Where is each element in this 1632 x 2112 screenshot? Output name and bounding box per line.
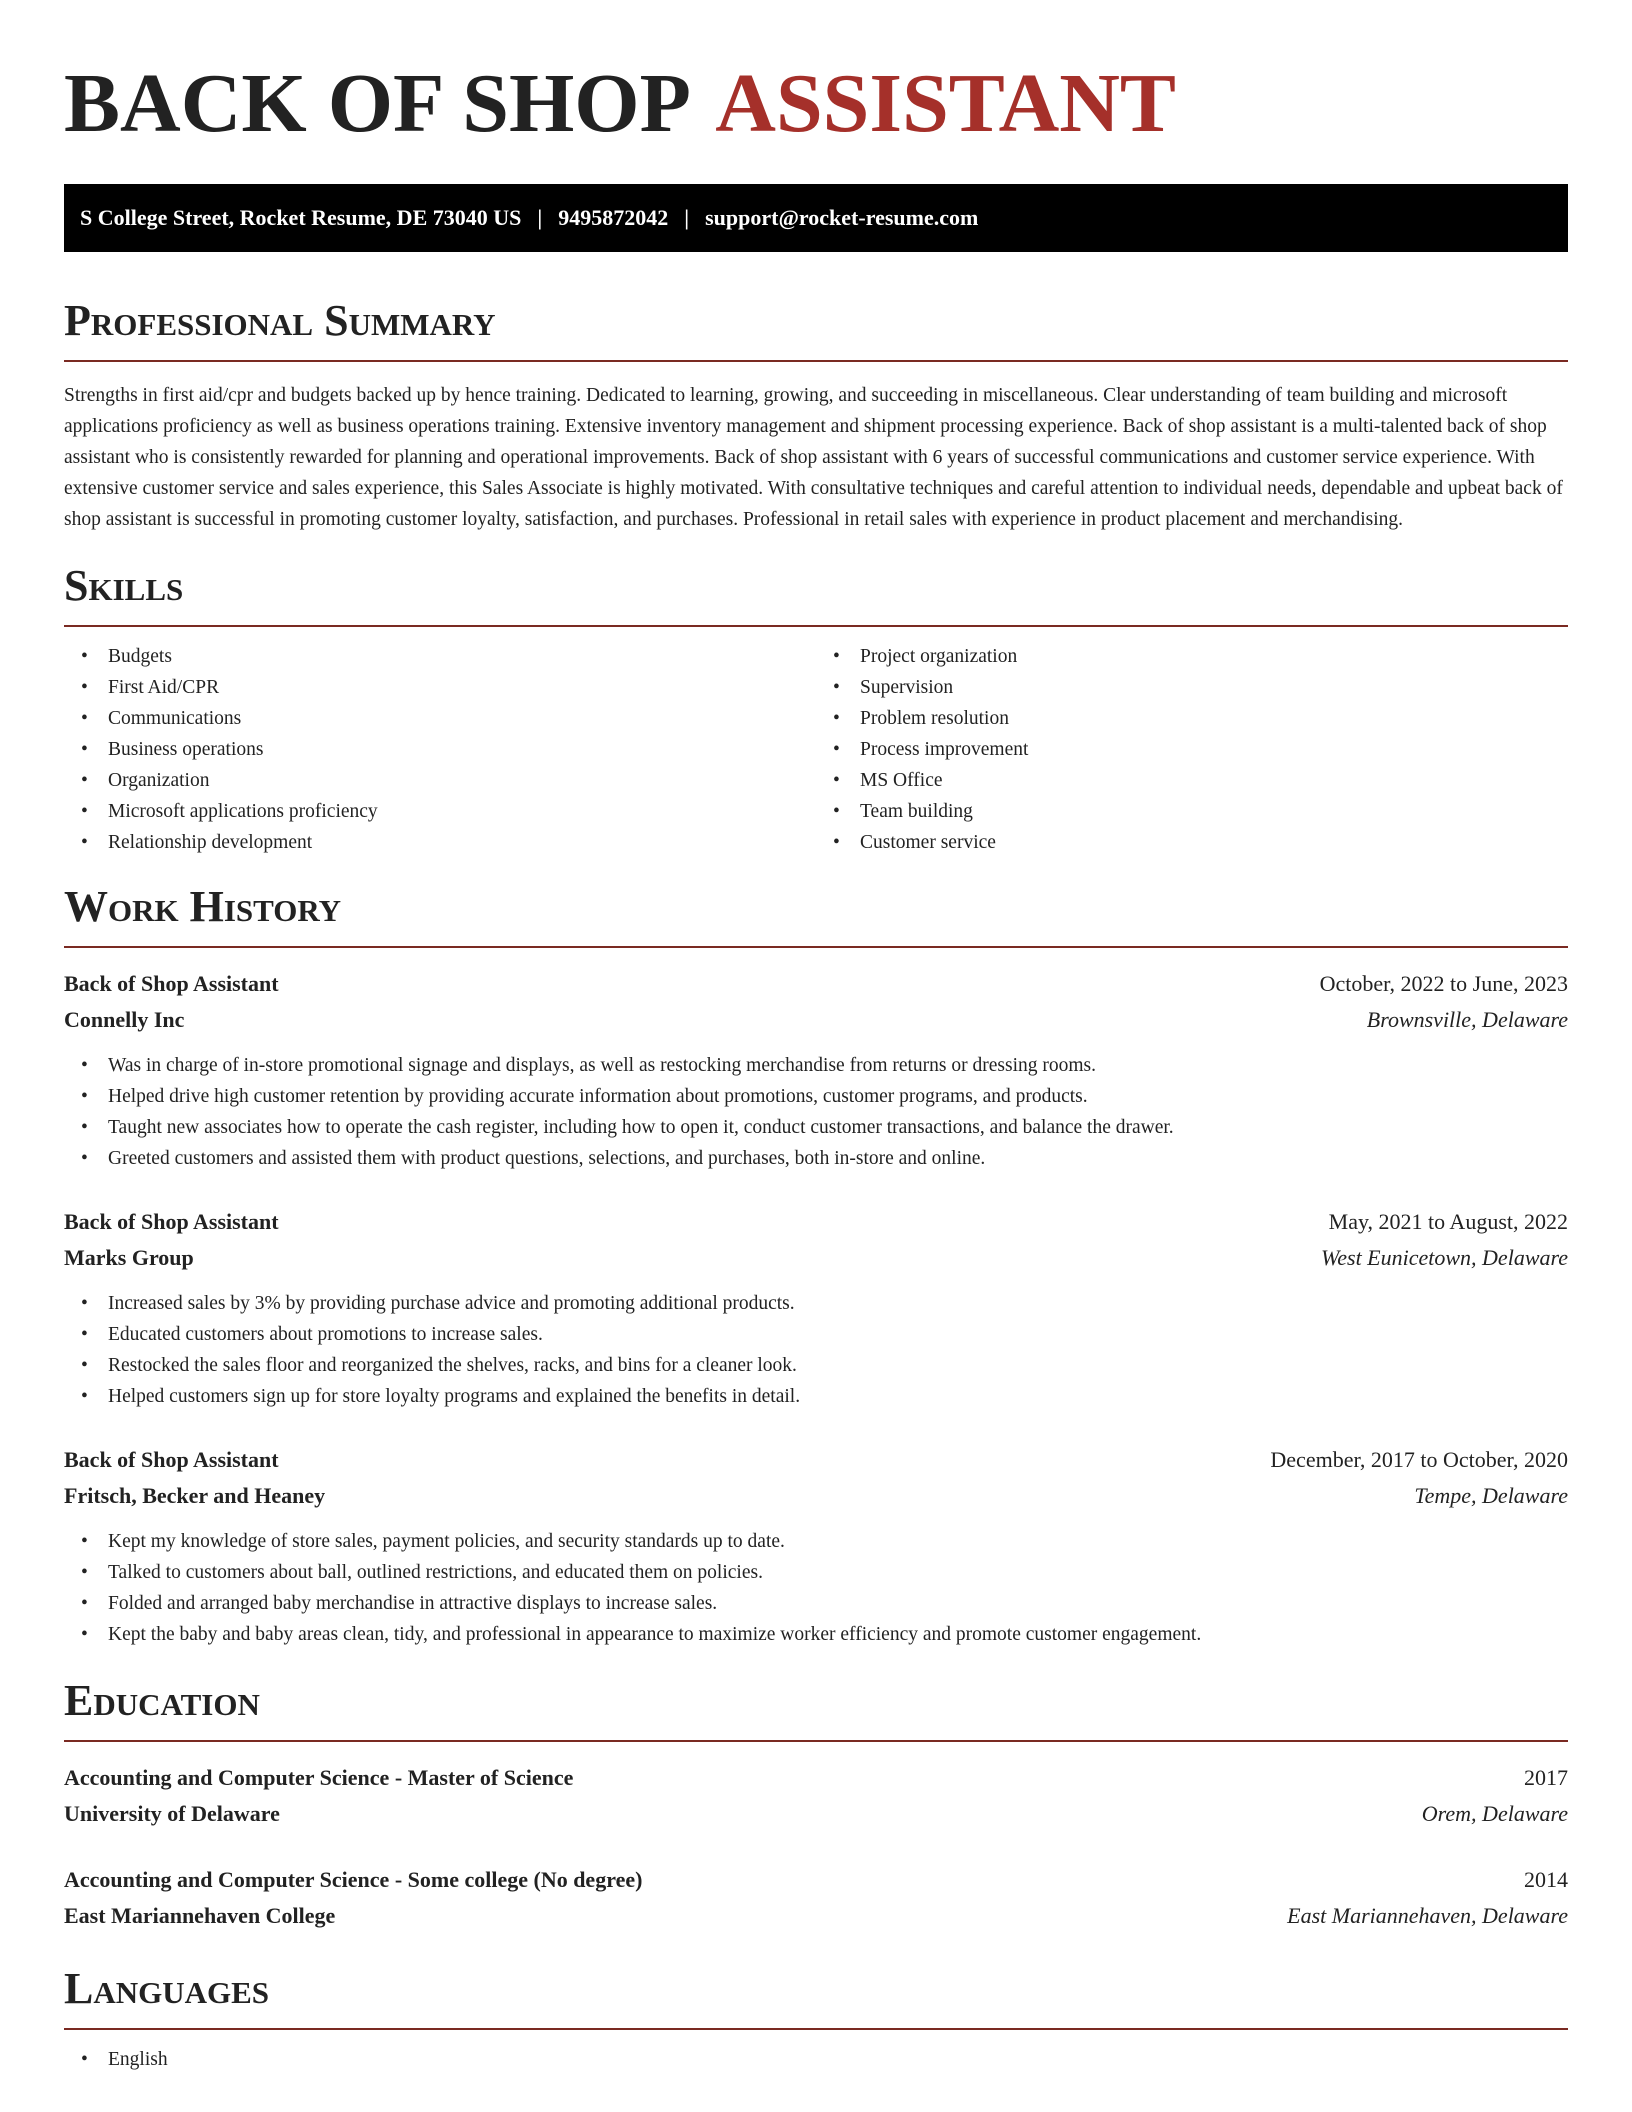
bullet-icon: • (81, 708, 88, 729)
job-location: Tempe, Delaware (1414, 1483, 1568, 1508)
skills-list-left (64, 641, 816, 858)
bullet-icon: • (81, 1531, 88, 1552)
bullet-icon: • (833, 801, 840, 822)
education-degree: Accounting and Computer Science - Master of Science (64, 1765, 574, 1790)
job-bullet: • Educated customers about promotions to increase sales. (64, 1319, 1568, 1350)
job-dates: December, 2017 to October, 2020 (1270, 1447, 1568, 1472)
section-title-summary: Professional Summary (64, 296, 496, 345)
section-divider (64, 360, 1568, 362)
bullet-icon: • (833, 677, 840, 698)
bullet-icon: • (81, 2049, 88, 2070)
section-title-work-history: Work History (64, 882, 342, 931)
skill-item: • Supervision (816, 672, 1568, 703)
contact-bar (64, 184, 1568, 252)
languages-section (64, 1964, 1568, 2075)
skills-column-left (64, 641, 816, 858)
education-degree-row (64, 1862, 1568, 1898)
contact-phone: 9495872042 (558, 205, 669, 230)
job-bullet: • Helped customers sign up for store loyalty programs and explained the benefits in detail. (64, 1381, 1568, 1412)
skill-item: • First Aid/CPR (64, 672, 816, 703)
languages-list (64, 2044, 1568, 2075)
section-divider (64, 2028, 1568, 2030)
bullet-icon: • (81, 739, 88, 760)
contact-separator: | (537, 205, 543, 230)
job-role: Back of Shop Assistant (64, 1447, 279, 1472)
education-school-row (64, 1898, 1568, 1934)
contact-separator: | (684, 205, 690, 230)
bullet-icon: • (833, 770, 840, 791)
section-divider (64, 625, 1568, 627)
skill-item: • Process improvement (816, 734, 1568, 765)
section-divider (64, 1740, 1568, 1742)
section-title-skills: Skills (64, 561, 184, 610)
skill-item: • Team building (816, 796, 1568, 827)
skill-item: • MS Office (816, 765, 1568, 796)
job-company-row (64, 1002, 1568, 1038)
education-school: University of Delaware (64, 1801, 280, 1826)
bullet-icon: • (81, 1386, 88, 1407)
skills-list-right (816, 641, 1568, 858)
bullet-icon: • (81, 1117, 88, 1138)
education-entry (64, 1760, 1568, 1832)
job-header-row (64, 1442, 1568, 1478)
skills-column-right (816, 641, 1568, 858)
skills-section (64, 561, 1568, 858)
bullet-icon: • (81, 1562, 88, 1583)
skill-item: • Organization (64, 765, 816, 796)
education-entry (64, 1862, 1568, 1934)
job-bullet: • Kept the baby and baby areas clean, tidy, and professional in appearance to maximize worker efficiency and promote customer engagement. (64, 1619, 1568, 1650)
education-location: Orem, Delaware (1421, 1801, 1568, 1826)
summary-text: Strengths in first aid/cpr and budgets backed up by hence training. Dedicated to learning, growing, and succeeding in miscellaneous. Clear understanding of team building and microsoft applications proficiency as well as business operations training. Extensive inventory management and shipment processing experience. Back of shop assistant is a multi-talented back of shop assistant who is consistently rewarded for planning and operational improvements. Back of shop assistant with 6 years of successful communications and customer service experience. With extensive customer service and sales experience, this Sales Associate is highly motivated. With consultative techniques and careful attention to individual needs, dependable and upbeat back of shop assistant is successful in promoting customer loyalty, satisfaction, and purchases. Professional in retail sales with experience in product placement and merchandising. (64, 385, 1563, 530)
contact-address: S College Street, Rocket Resume, DE 73040 US (80, 205, 522, 230)
skill-item: • Relationship development (64, 827, 816, 858)
job-bullet: • Restocked the sales floor and reorganized the shelves, racks, and bins for a cleaner look. (64, 1350, 1568, 1381)
job-bullet: • Kept my knowledge of store sales, payment policies, and security standards up to date. (64, 1526, 1568, 1557)
job-bullet: • Folded and arranged baby merchandise in attractive displays to increase sales. (64, 1588, 1568, 1619)
bullet-icon: • (81, 832, 88, 853)
education-degree-row (64, 1760, 1568, 1796)
education-year: 2017 (1524, 1765, 1568, 1790)
job-bullet: • Taught new associates how to operate the cash register, including how to open it, conduct customer transactions, and balance the drawer. (64, 1112, 1568, 1143)
bullet-icon: • (81, 646, 88, 667)
education-school: East Mariannehaven College (64, 1903, 336, 1928)
job-role: Back of Shop Assistant (64, 971, 279, 996)
bullet-icon: • (81, 677, 88, 698)
job-company: Connelly Inc (64, 1007, 185, 1032)
skill-item: • Budgets (64, 641, 816, 672)
bullet-icon: • (833, 739, 840, 760)
job-company: Fritsch, Becker and Heaney (64, 1483, 326, 1508)
section-title-languages: Languages (64, 1964, 270, 2013)
job-bullets (64, 1288, 1568, 1412)
name-last: ASSISTANT (715, 57, 1176, 150)
skills-columns (64, 641, 1568, 858)
resume-page (64, 0, 1568, 2075)
contact-email: support@rocket-resume.com (705, 205, 979, 230)
education-section (64, 1676, 1568, 1934)
skill-item: • Communications (64, 703, 816, 734)
bullet-icon: • (81, 1148, 88, 1169)
job-entry (64, 1204, 1568, 1412)
bullet-icon: • (81, 1086, 88, 1107)
bullet-icon: • (81, 801, 88, 822)
bullet-icon: • (81, 1055, 88, 1076)
language-item: • English (64, 2044, 1568, 2075)
job-role: Back of Shop Assistant (64, 1209, 279, 1234)
education-school-row (64, 1796, 1568, 1832)
bullet-icon: • (81, 1293, 88, 1314)
education-year: 2014 (1524, 1867, 1568, 1892)
bullet-icon: • (81, 1593, 88, 1614)
section-divider (64, 946, 1568, 948)
bullet-icon: • (81, 770, 88, 791)
education-location: East Mariannehaven, Delaware (1287, 1903, 1568, 1928)
bullet-icon: • (833, 832, 840, 853)
bullet-icon: • (833, 708, 840, 729)
skill-item: • Project organization (816, 641, 1568, 672)
job-header-row (64, 966, 1568, 1002)
job-entry (64, 966, 1568, 1174)
education-degree: Accounting and Computer Science - Some college (No degree) (64, 1867, 643, 1892)
job-company-row (64, 1240, 1568, 1276)
skill-item: • Problem resolution (816, 703, 1568, 734)
bullet-icon: • (833, 646, 840, 667)
summary-section (64, 296, 1568, 535)
name-first: BACK OF SHOP (64, 57, 687, 150)
job-bullets (64, 1050, 1568, 1174)
job-dates: May, 2021 to August, 2022 (1328, 1209, 1568, 1234)
skill-item: • Customer service (816, 827, 1568, 858)
job-bullet: • Greeted customers and assisted them with product questions, selections, and purchases, both in-store and online. (64, 1143, 1568, 1174)
job-header-row (64, 1204, 1568, 1240)
job-bullets (64, 1526, 1568, 1650)
bullet-icon: • (81, 1624, 88, 1645)
job-entry (64, 1442, 1568, 1650)
job-bullet: • Talked to customers about ball, outlined restrictions, and educated them on policies. (64, 1557, 1568, 1588)
bullet-icon: • (81, 1355, 88, 1376)
skill-item: • Business operations (64, 734, 816, 765)
job-bullet: • Helped drive high customer retention by providing accurate information about promotions, customer programs, and products. (64, 1081, 1568, 1112)
job-company-row (64, 1478, 1568, 1514)
section-title-education: Education (64, 1676, 260, 1725)
skill-item: • Microsoft applications proficiency (64, 796, 816, 827)
bullet-icon: • (81, 1324, 88, 1345)
job-bullet: • Increased sales by 3% by providing purchase advice and promoting additional products. (64, 1288, 1568, 1319)
job-company: Marks Group (64, 1245, 194, 1270)
job-bullet: • Was in charge of in-store promotional signage and displays, as well as restocking merchandise from returns or dressing rooms. (64, 1050, 1568, 1081)
candidate-name (64, 56, 1568, 152)
work-history-section (64, 882, 1568, 1650)
job-location: Brownsville, Delaware (1366, 1007, 1568, 1032)
job-dates: October, 2022 to June, 2023 (1319, 971, 1568, 996)
job-location: West Eunicetown, Delaware (1320, 1245, 1568, 1270)
